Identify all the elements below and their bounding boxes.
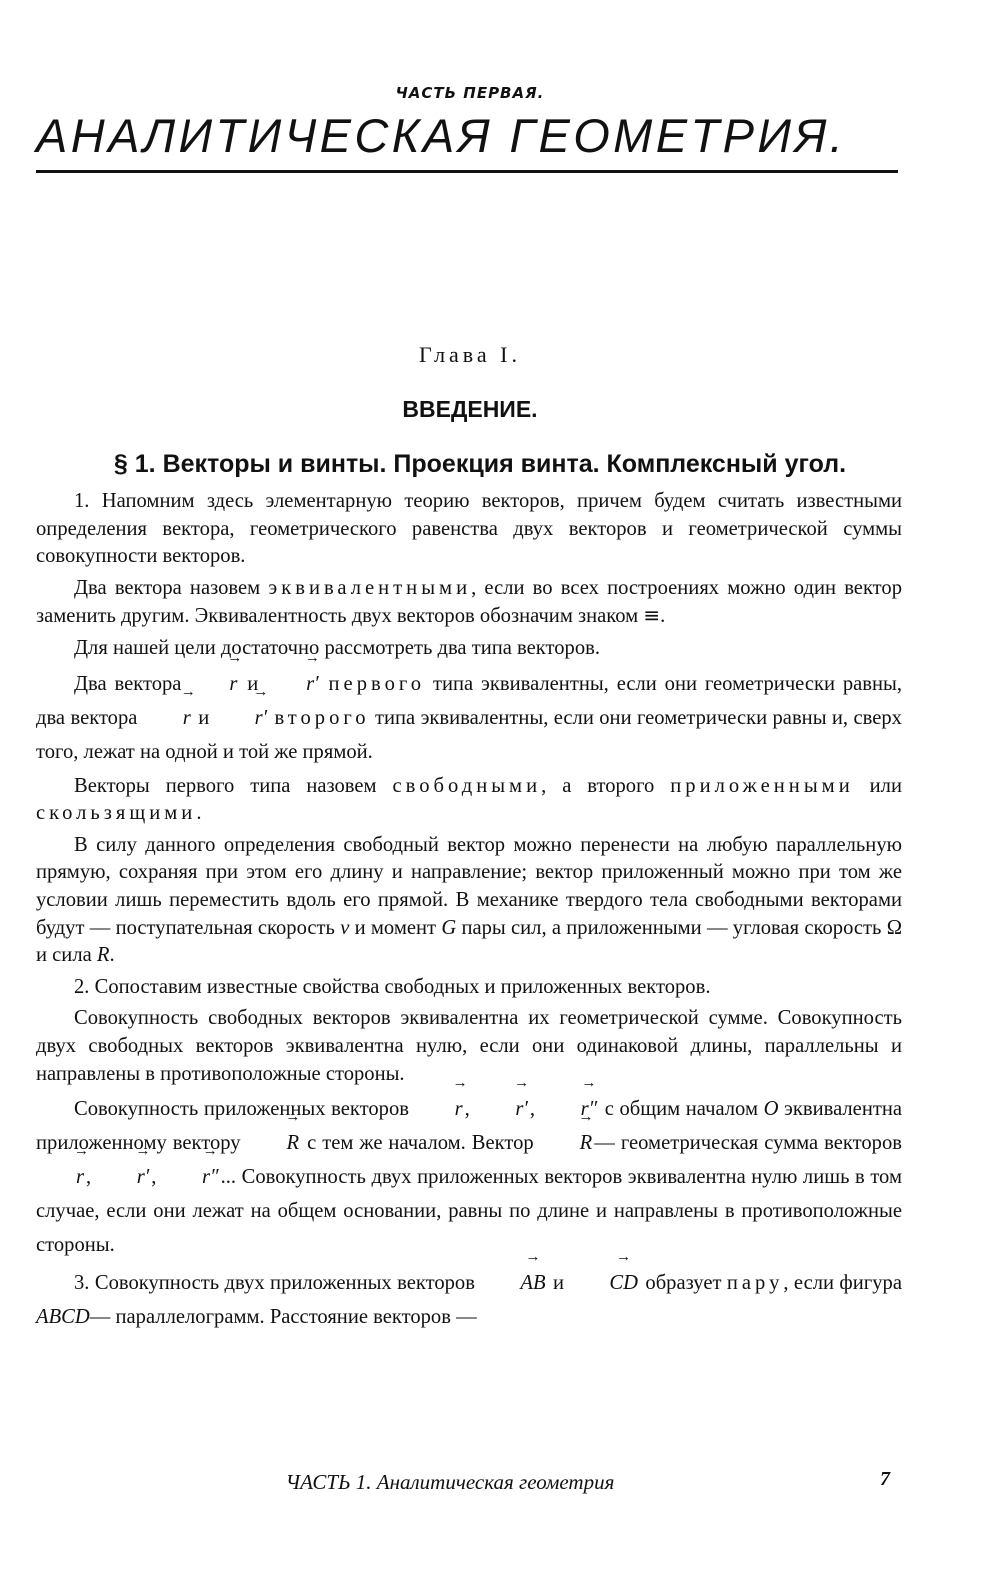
body-text <box>36 488 902 1338</box>
paragraph-5: Векторы первого типа назовем свободными, а второго приложенными или скользящими. <box>36 774 902 825</box>
vector-r: → r <box>36 1160 86 1194</box>
symbol-v: v <box>340 916 350 939</box>
paragraph-6: В силу данного определения свободный вектор можно перенести на любую параллельную прямую, сохраняя при этом его длину и направление; вектор приложенный можно при том же условии лишь переместить вдоль его прямой. В механике твердого тела свободными векторами будут — поступательная скорость v и момент G пары сил, а приложенными — угловая скорость Ω и сила R. <box>36 833 902 967</box>
chapter-title: ВВЕДЕНИЕ. <box>402 396 538 422</box>
term-equivalent: эквивалентными <box>268 576 472 599</box>
paragraph-8: Совокупность свободных векторов эквивалентна их геометрической сумме. Совокупность двух свободных векторов эквивалентна нулю, если они одинаковой длины, параллельны и направлены в противоположные стороны. <box>36 1007 902 1085</box>
part-title: АНАЛИТИЧЕСКАЯ ГЕОМЕТРИЯ. <box>36 109 847 162</box>
term-sliding: скользящими <box>36 802 197 825</box>
paragraph-2: Два вектора назовем эквивалентными, если во всех построениях можно один вектор заменить другим. Эквивалентность двух векторов обозначим знаком ≡. <box>36 576 903 628</box>
symbol-r: R <box>96 944 110 967</box>
vector-r: → r <box>415 1092 465 1126</box>
paragraph-10: 3. Совокупность двух приложенных векторов → AB и → CD образует пару, если фигура ABCD— параллелограмм. Расстояние векторов — <box>36 1266 902 1334</box>
term-pair: пару <box>726 1272 784 1295</box>
vector-r: → r <box>143 701 193 735</box>
vector-r-double-prime: → r″ <box>541 1092 600 1126</box>
vector-R: → R <box>540 1126 595 1160</box>
vector-r-double-prime: → r″ <box>162 1160 221 1194</box>
symbol-abcd: ABCD <box>36 1306 90 1329</box>
paragraph-4: Два вектора → r и → r′ первого типа эквивалентны, если они геометрически равны, два вектора → r и → r′ второго типа эквивалентны, если они геометрически равны и, сверх того, лежат на одной и той же прямой. <box>36 667 902 769</box>
vector-cd: → CD <box>569 1266 640 1300</box>
paragraph-1: 1. Напомним здесь элементарную теорию векторов, причем будем считать известными определения вектора, геометрического равенства двух векторов и геометрической суммы совокупности векторов. <box>36 490 902 568</box>
symbol-o: O <box>763 1098 779 1121</box>
vector-r: → r <box>189 667 239 701</box>
running-footer: ЧАСТЬ 1. Аналитическая геометрия <box>285 1470 615 1494</box>
title-rule <box>36 170 898 173</box>
page-number: 7 <box>880 1468 890 1490</box>
vector-r-prime: → r′ <box>97 1160 152 1194</box>
vector-ab: → AB <box>480 1266 547 1300</box>
vector-r-prime: → r′ <box>215 701 270 735</box>
term-first: первого <box>328 672 426 695</box>
paragraph-9: Совокупность приложенных векторов → r, → r′, → r″ с общим началом O эквивалентна приложенному вектору → R с тем же началом. Вектор → R— геометрическая сумма векторов → r, → r′, → r″... Совокупность двух приложенных векторов эквивалентна нулю лишь в том случае, если они лежат на общем основании, равны по длине и направлены в противоположные стороны. <box>36 1092 902 1262</box>
vector-r-prime: → r′ <box>266 667 321 701</box>
vector-r-prime: → r′ <box>475 1092 530 1126</box>
section-heading: § 1. Векторы и винты. Проекция винта. Комплексный угол. <box>113 450 847 478</box>
symbol-omega: Ω <box>886 916 902 939</box>
term-applied: приложенными <box>670 774 854 797</box>
vector-R: → R <box>247 1126 302 1160</box>
term-free: свободными <box>392 774 542 797</box>
symbol-g: G <box>441 916 457 939</box>
paragraph-7: 2. Сопоставим известные свойства свободных и приложенных векторов. <box>74 975 711 998</box>
equivalence-symbol: ≡ <box>643 603 661 628</box>
part-label: ЧАСТЬ ПЕРВАЯ. <box>395 84 545 102</box>
paragraph-3: Для нашей цели достаточно рассмотреть два типа векторов. <box>74 636 601 659</box>
chapter-label: Глава I. <box>419 342 521 367</box>
term-second: второго <box>274 706 370 729</box>
